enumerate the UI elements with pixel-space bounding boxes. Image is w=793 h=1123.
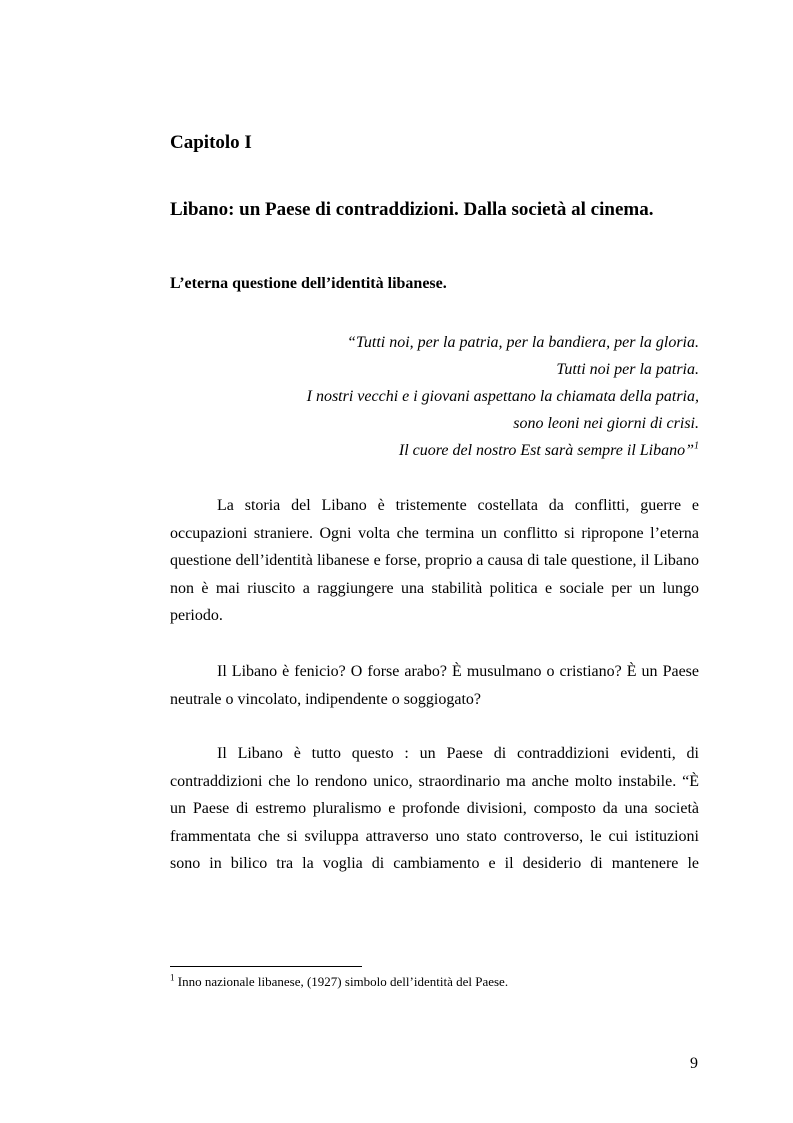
body-paragraph: Il Libano è tutto questo : un Paese di contraddizioni evidenti, di contraddizioni che lo rendono unico, straordinario ma anche molto instabile. “È un Paese di estremo pluralismo e profonde divisioni, composto da una società frammentata che si sviluppa attraverso uno stato controverso, le cui istituzioni sono in bilico tra la voglia di cambiamento e il desiderio di mantenere le bbox=[170, 745, 699, 872]
footnote-text: Inno nazionale libanese, (1927) simbolo dell’identità del Paese. bbox=[177, 974, 509, 989]
footnote bbox=[170, 973, 508, 991]
footnote-reference: 1 bbox=[694, 440, 699, 452]
body-paragraph: La storia del Libano è tristemente costellata da conflitti, guerre e occupazioni straniere. Ogni volta che termina un conflitto si ripropone l’eterna questione dell’identità libanese e forse, proprio a causa di tale questione, il Libano non è mai riuscito a raggiungere una stabilità politica e sociale per un lungo periodo. bbox=[170, 497, 699, 624]
chapter-title: Libano: un Paese di contraddizioni. Dalla società al cinema. bbox=[170, 199, 654, 220]
chapter-heading: Capitolo I bbox=[170, 132, 252, 153]
epigraph-quote bbox=[199, 329, 699, 464]
page-number: 9 bbox=[690, 1055, 698, 1072]
epigraph-line-last bbox=[199, 437, 699, 464]
epigraph-line: sono leoni nei giorni di crisi. bbox=[513, 415, 699, 432]
epigraph-line: Tutti noi per la patria. bbox=[556, 361, 699, 378]
body-paragraph: Il Libano è fenicio? O forse arabo? È musulmano o cristiano? È un Paese neutrale o vincolato, indipendente o soggiogato? bbox=[170, 663, 699, 708]
epigraph-line: “Tutti noi, per la patria, per la bandiera, per la gloria. bbox=[346, 334, 699, 351]
section-heading: L’eterna questione dell’identità libanese. bbox=[170, 275, 447, 292]
footnote-separator bbox=[170, 966, 362, 967]
footnote-number: 1 bbox=[170, 972, 175, 983]
epigraph-line: I nostri vecchi e i giovani aspettano la chiamata della patria, bbox=[306, 388, 699, 405]
epigraph-line-text: Il cuore del nostro Est sarà sempre il Libano” bbox=[398, 442, 694, 459]
